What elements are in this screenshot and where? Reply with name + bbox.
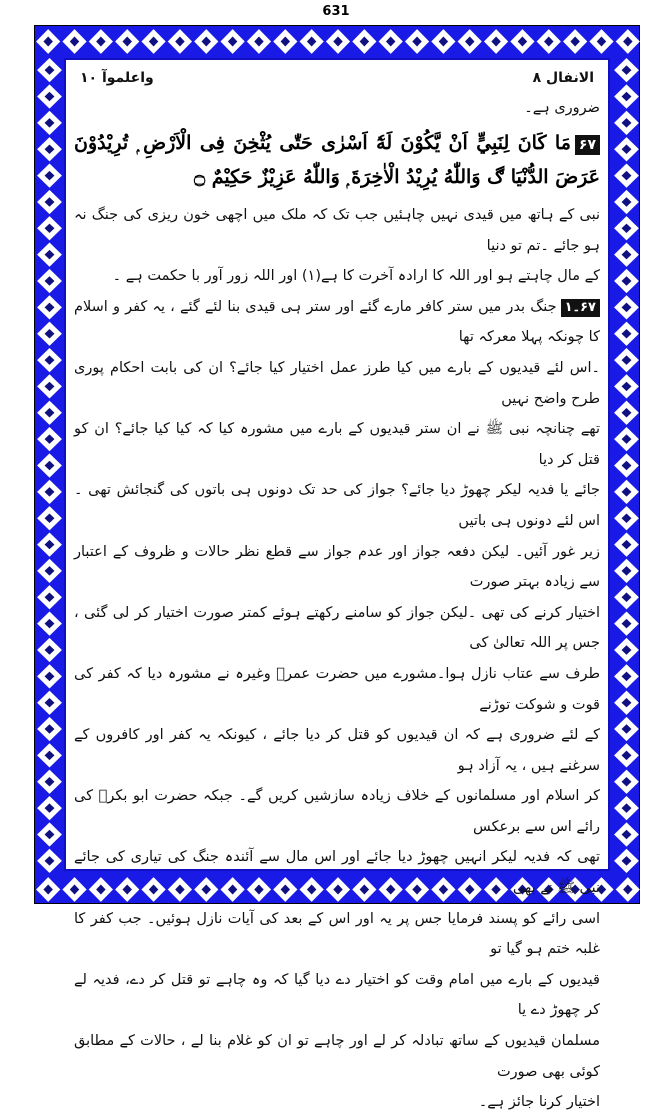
footnote-line: اختیار کرنے کی تھی ۔لیکن جواز کو سامنے رکھتے ہوئے کمتر صورت اختیار کر لی گئی ، جس پر اللہ تعالیٰ کی	[74, 604, 600, 652]
footnote-line: زیر غور آئیں۔ لیکن دفعہ جواز اور عدم جواز سے قطع نظر حالات و ظروف کے اعتبار سے زیادہ بہتر صورت	[74, 543, 600, 591]
page-content	[74, 94, 600, 1118]
footnote-line: ۶۷۔۱جنگ بدر میں ستر کافر مارے گئے اور ستر ہی قیدی بنا لئے گئے ، یہ کفر و اسلام کا چونکہ پہلا معرکہ تھا	[74, 298, 600, 346]
footnote-line: کر اسلام اور مسلمانوں کے خلاف زیادہ سازشیں کریں گے۔ جبکہ حضرت ابو بکرؓ کی رائے اس سے برعکس	[74, 788, 600, 835]
translation-line: کے مال چاہتے ہو اور اللہ کا ارادہ آخرت کا ہے(۱) اور اللہ زور آور با حکمت ہے ۔	[112, 268, 600, 285]
juz-title: واعلموآ ١٠	[80, 70, 154, 86]
page-header	[80, 70, 594, 90]
footnote-line: مسلمان قیدیوں کے ساتھ تبادلہ کر لے اور چاہے تو ان کو غلام بنا لے ، حالات کے مطابق کوئی بھی صورت	[74, 1033, 600, 1080]
translation-line: نبی کے ہاتھ میں قیدی نہیں چاہئیں جب تک کہ ملک میں اچھی خون ریزی کی جنگ نہ ہو جائے ۔تم تو دنیا	[74, 207, 600, 254]
footnote-line: تھے چنانچہ نبی ﷺ نے ان ستر قیدیوں کے بارے میں مشورہ کیا کہ کیا کیا جائے؟ ان کو قتل کر دیا	[74, 421, 600, 468]
verse-arabic-text: مَا كَانَ لِنَبِيٍّ اَنْ يَّكُوْنَ لَهٗٓ اَسْرٰى حَتّٰى يُثْخِنَ فِى الْاَرْضِ ۭ تُرِيْدُوْنَ عَرَضَ الدُّنْيَا ڰ وَاللّٰهُ يُرِيْدُ الْاٰخِرَةَ ۭ وَاللّٰهُ عَزِيْزٌ حَكِيْمٌ ۝	[74, 132, 600, 188]
footnote-line: طرف سے عتاب نازل ہوا۔مشورے میں حضرت عمرؓ وغیرہ نے مشورہ دیا کہ کفر کی قوت و شوکت توڑنے	[74, 665, 600, 713]
intro-text: ضروری ہے۔	[524, 100, 600, 116]
footnote-label: ۶۷۔۱	[561, 299, 600, 317]
footnote-line: ۔اس لئے قیدیوں کے بارے میں کیا طرز عمل اختیار کیا جائے؟ ان کی بابت احکام پوری طرح واضح نہیں	[74, 359, 600, 407]
footnote-line: اسی رائے کو پسند فرمایا جس پر یہ اور اس کے بعد کی آیات نازل ہوئیں۔ جب کفر کا غلبہ ختم ہو گیا تو	[74, 910, 600, 958]
page-number: 631	[322, 4, 350, 19]
page-body	[64, 58, 610, 1111]
footnote-line: تھی کہ فدیہ لیکر انہیں چھوڑ دیا جائے اور اس مال سے آئندہ جنگ کی تیاری کی جائے نبی ﷺ نے بھی	[74, 849, 600, 897]
footnote-line: قیدیوں کے بارے میں امام وقت کو اختیار دے دیا گیا کہ وہ چاہے تو قتل کر دے، فدیہ لے کر چھوڑ دے یا	[74, 971, 600, 1019]
footnote-line: اختیار کرنا جائز ہے۔	[478, 1094, 600, 1111]
verse-number: ۶۷	[575, 135, 600, 155]
footnote-line: جائے یا فدیہ لیکر چھوڑ دیا جائے؟ جواز کی حد تک دونوں ہی باتوں کی گنجائش تھی ۔ اس لئے دونوں ہی باتیں	[74, 482, 600, 529]
arabic-verse	[74, 126, 600, 194]
footnote	[74, 292, 600, 1118]
decorative-border	[34, 25, 640, 1111]
footnote-line: کے لئے ضروری ہے کہ ان قیدیوں کو قتل کر دیا جائے ، کیونکہ یہ کفر اور کافروں کے سرغنے ہیں ، یہ آزاد ہو	[74, 727, 600, 774]
translation	[74, 200, 600, 292]
surah-title: الانفال ٨	[532, 70, 594, 86]
